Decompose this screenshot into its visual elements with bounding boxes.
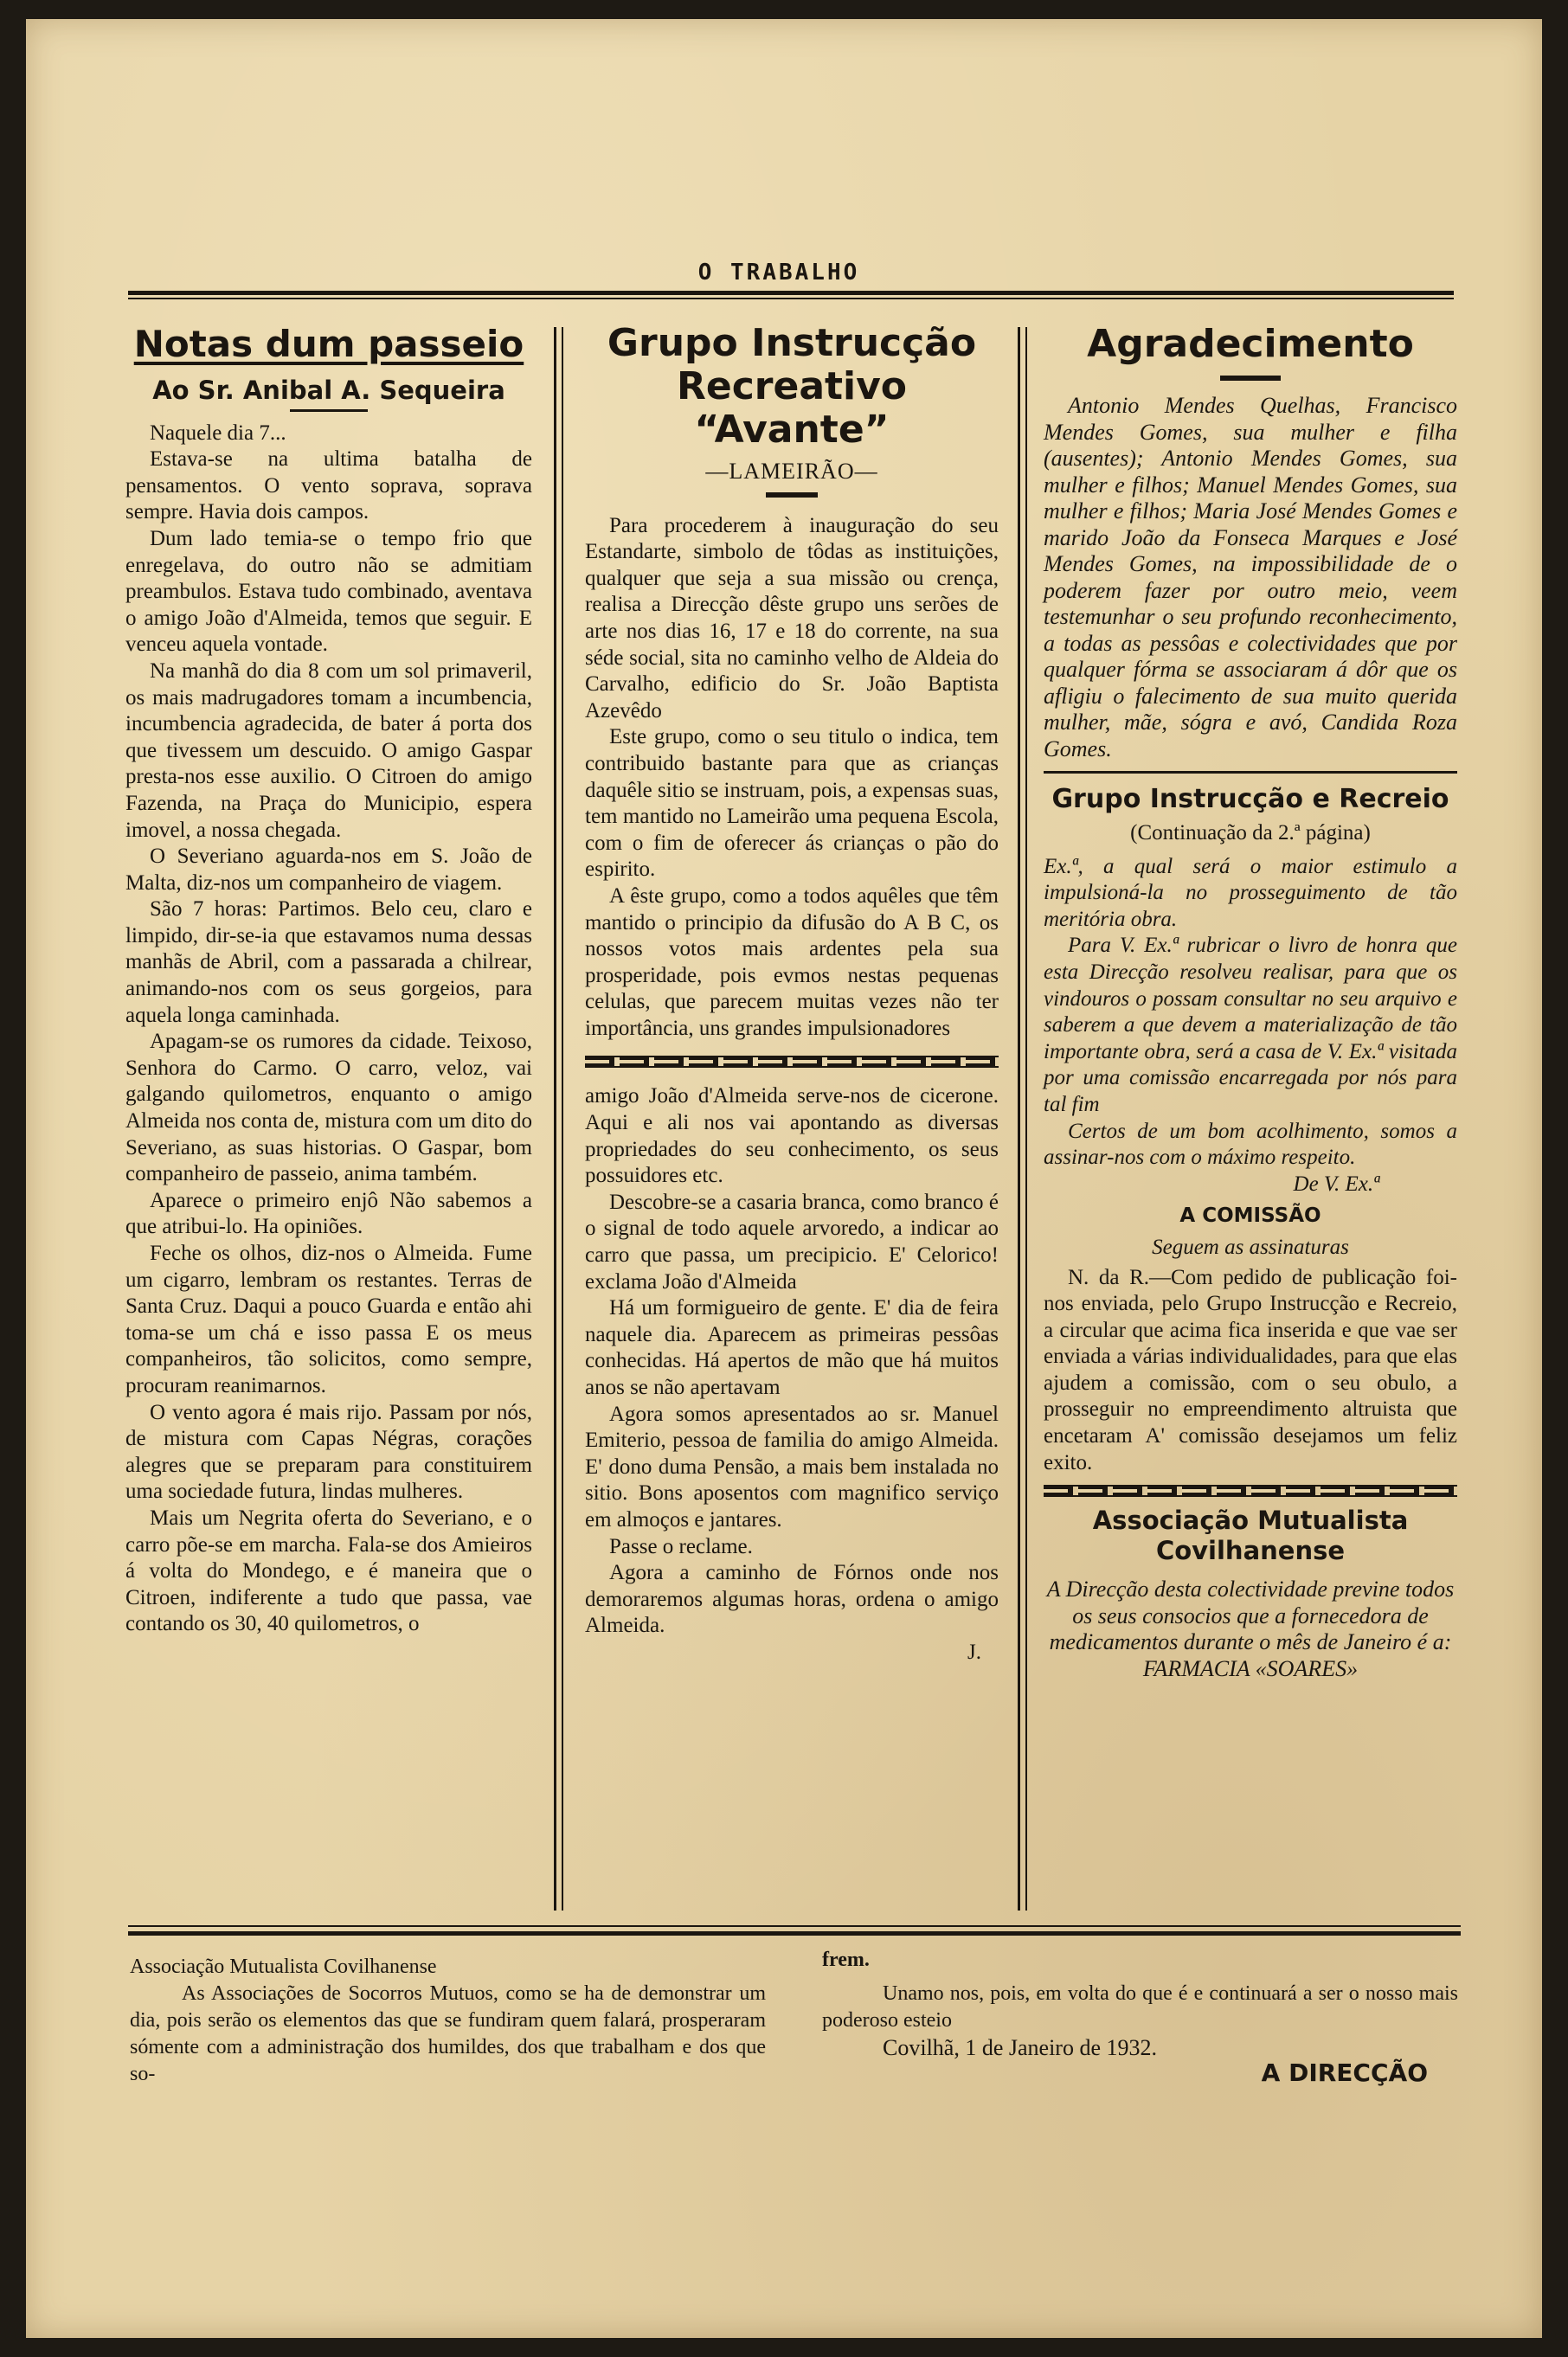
paragraph: Feche os olhos, diz-nos o Almeida. Fume um cigarro, lembram os restantes. Terras de Santa Cruz. Daqui a pouco Guarda e então ahi toma-se um chá e isso passa E os meus companheiros, tão solicitos, como sempre, procuram reanimarnos. <box>125 1242 532 1397</box>
masthead-title: O TRABALHO <box>697 260 860 286</box>
article-subtitle: Ao Sr. Anibal A. Sequeira <box>152 376 505 405</box>
bottom-right-text <box>822 1947 1458 2086</box>
paragraph: Para procederem à inauguração do seu Estandarte, simbolo de tôdas as instituições, qualquer que seja a sua missão ou crença, realisa a Direcção dêste grupo uns serões de arte nos dias 16, 17 e 18 do corrente, na sua séde social, sita no caminho velho de Aldeia do Carvalho, edificio do Sr. João Baptista Azevêdo <box>585 513 999 723</box>
column-divider <box>1018 327 1020 1911</box>
paragraph: Naquele dia 7... <box>150 421 286 445</box>
article-title: Grupo Instrucção e Recreio <box>1051 784 1449 814</box>
paragraph: Para V. Ex.ª rubricar o livro de honra que esta Direcção resolveu realisar, para que os vindouros o possam consultar no seu arquivo e saberem a que devem a materialização de tão importante obra, será a casa de V. Ex.ª visitada por uma comissão encarregada por nós para tal fim <box>1044 934 1457 1116</box>
column-grupo-avante <box>585 322 999 1667</box>
masthead <box>104 260 1454 294</box>
signature: J. <box>967 1640 981 1664</box>
signature: A DIRECÇÃO <box>1261 2058 1428 2087</box>
column-agradecimento <box>1044 322 1457 1682</box>
paragraph: Agora a caminho de Fórnos onde nos demoraremos algumas horas, ordena o amigo Almeida. <box>585 1561 999 1638</box>
paragraph: São 7 horas: Partimos. Belo ceu, claro e limpido, dir-se-ia que estavamos numa dessas manhãs de Abril, com a passarada a chilrear, animando-nos com os seus gorgeios, para aquela longa caminhada. <box>125 897 532 1027</box>
article-subtitle: —LAMEIRÃO— <box>705 459 878 484</box>
editor-note: N. da R.—Com pedido de publicação foi-nos enviada, pelo Grupo Instrucção e Recreio, a circular que acima fica inserida e que vae ser enviada a várias individualidades, para que elas ajudem a comissão, com o seu obulo, a prosseguir no empreendimento altruista que encetaram A' comissão desejamos um feliz exito. <box>1044 1265 1457 1474</box>
notice: A Direcção desta colectividade previne todos os seus consocios que a fornecedora de medicamentos durante o mês de Janeiro é a: FARMACIA «SOARES» <box>1046 1577 1455 1681</box>
closing: De V. Ex.ª <box>1293 1172 1379 1196</box>
paragraph: As Associações de Socorros Mutuos, como se ha de demonstrar um dia, pois serão os elementos das que se fundiram quem falará, prosperaram sómente com a administração dos humildes, dos que trabalham e dos que so- <box>130 1982 766 2085</box>
masthead-rule <box>128 291 1454 295</box>
bottom-rule-thick <box>128 1931 1461 1936</box>
article-title: Notas dum passeio <box>133 323 524 365</box>
committee: A COMISSÃO <box>1179 1204 1321 1228</box>
paragraph: O vento agora é mais rijo. Passam por nós, de mistura com Capas Négras, corações alegres que se preparam para constituirem uma sociedade futura, lindas mulheres. <box>125 1400 532 1504</box>
bottom-heading: Associação Mutualista Covilhanense <box>130 1956 437 1978</box>
paragraph: Ex.ª, a qual será o maior estimulo a impulsioná-la no prosseguimento de tão meritória obra. <box>1044 854 1457 931</box>
paragraph: Este grupo, como o seu titulo o indica, tem contribuido bastante para que as crianças daquêle sitio se instruam, pois, a expensas suas, tem mantido no Lameirão uma pequena Escola, com o fim de oferecer ás crianças o pão do espirito. <box>585 725 999 882</box>
signatures-note: Seguem as assinaturas <box>1152 1235 1349 1259</box>
paragraph: A êste grupo, como a todos aquêles que têm mantido o principio da difusão do A B C, os nossos votos mais ardentes pela sua prosperidade, pois evmos nestas pequenas celulas, que parecem muitas vezes não ter importância, uns grandes impulsionadores <box>585 883 999 1040</box>
column-divider <box>562 327 563 1911</box>
thanks-text: Antonio Mendes Quelhas, Francisco Mendes Gomes, sua mulher e filha (ausentes); Antonio Mendes Gomes, sua mulher e filhos; Manuel Mendes Gomes, sua mulher e filhos; Maria José Mendes Gomes e marido João da Fonseca Marques e José Mendes Gomes, na impossibilidade de o poderem fazer por outro meio, veem testemunhar o seu profundo reconhecimento, a todas as pessôas e colectividades que por qualquer fórma se associaram á dôr que os afligiu o falecimento de sua muito querida mulher, mãe, sógra e avó, Candida Roza Gomes. <box>1044 393 1457 761</box>
article-title: Associação Mutualista Covilhanense <box>1092 1506 1409 1566</box>
paragraph: O Severiano aguarda-nos em S. João de Malta, diz-nos um companheiro de viagem. <box>125 845 532 895</box>
paragraph: Unamo nos, pois, em volta do que é e continuará a ser o nosso mais poderoso esteio <box>822 1982 1458 2032</box>
article-title: Grupo Instrucção Recreativo “Avante” <box>607 321 977 452</box>
paragraph: Certos de um bom acolhimento, somos a assinar-nos com o máximo respeito. <box>1044 1119 1457 1170</box>
separator-bar <box>1220 376 1281 381</box>
bottom-left-text <box>130 1954 766 2088</box>
masthead-rule-thin <box>128 298 1454 299</box>
paragraph: Passe o reclame. <box>609 1534 753 1558</box>
column-divider <box>1025 327 1027 1911</box>
column-notas-dum-passeio <box>125 322 532 1638</box>
column-divider <box>554 327 556 1911</box>
paragraph: Apagam-se os rumores da cidade. Teixoso, Senhora do Carmo. O carro, veloz, vai galgando quilometros, enquanto o amigo Almeida nos conta de, mistura com um dito do Severiano, as suas historias. O Gaspar, bom companheiro de passeio, anima também. <box>125 1030 532 1186</box>
dateline: Covilhã, 1 de Janeiro de 1932. <box>883 2035 1157 2060</box>
bottom-rule <box>128 1925 1461 1927</box>
paragraph: Aparece o primeiro enjô Não sabemos a que atribui-lo. Ha opiniões. <box>125 1188 532 1239</box>
paragraph: amigo João d'Almeida serve-nos de cicerone. Aqui e ali nos vai apontando as diversas propriedades do seu conhecimento, os seus possuidores etc. <box>585 1084 999 1188</box>
paragraph: Dum lado temia-se o tempo frio que enregelava, do outro não se admitiam preambulos. Estava tudo combinado, aventava o amigo João d'Almeida, temos que seguir. E venceu aquela vontade. <box>125 526 532 657</box>
paragraph: Estava-se na ultima batalha de pensamentos. O vento soprava, soprava sempre. Havia dois campos. <box>125 447 532 524</box>
paragraph: Há um formigueiro de gente. E' dia de feira naquele dia. Aparecem as primeiras pessôas conhecidas. Há apertos de mão que há muitos anos se não apertavam <box>585 1296 999 1399</box>
ornamental-divider <box>585 1056 999 1068</box>
paragraph: Na manhã do dia 8 com um sol primaveril, os mais madrugadores tomam a incumbencia, incumbencia agradecida, de bater á porta dos que tivessem um descuido. O amigo Gaspar presta-nos esse auxilio. O Citroen do amigo Fazenda, na Praça do Municipio, espera imovel, a nossa chegada. <box>125 658 532 842</box>
ornamental-divider <box>1044 1485 1457 1497</box>
separator-bar <box>766 492 818 498</box>
separator-bar <box>290 409 368 412</box>
paragraph: Agora somos apresentados ao sr. Manuel Emiterio, pessoa de familia do amigo Almeida. E' dono duma Pensão, a mais bem instalada no sitio. Bons aposentos com magnifico serviço em almoços e jantares. <box>585 1402 999 1532</box>
paragraph: Mais um Negrita oferta do Severiano, e o carro põe-se em marcha. Fala-se dos Amieiros á volta do Mondego, e é maneira que o Citroen, indiferente a tudo que passa, vae contando os 30, 40 quilometros, o <box>125 1506 532 1636</box>
section-rule <box>1044 771 1457 774</box>
article-subtitle: (Continuação da 2.ª página) <box>1130 821 1371 845</box>
paragraph: Descobre-se a casaria branca, como branco é o signal de todo aquele arvoredo, a indicar ao carro que passa, um precipicio. E' Celorico! exclama João d'Almeida <box>585 1190 999 1294</box>
paragraph-end: frem. <box>822 1949 870 1971</box>
article-title: Agradecimento <box>1087 322 1414 366</box>
